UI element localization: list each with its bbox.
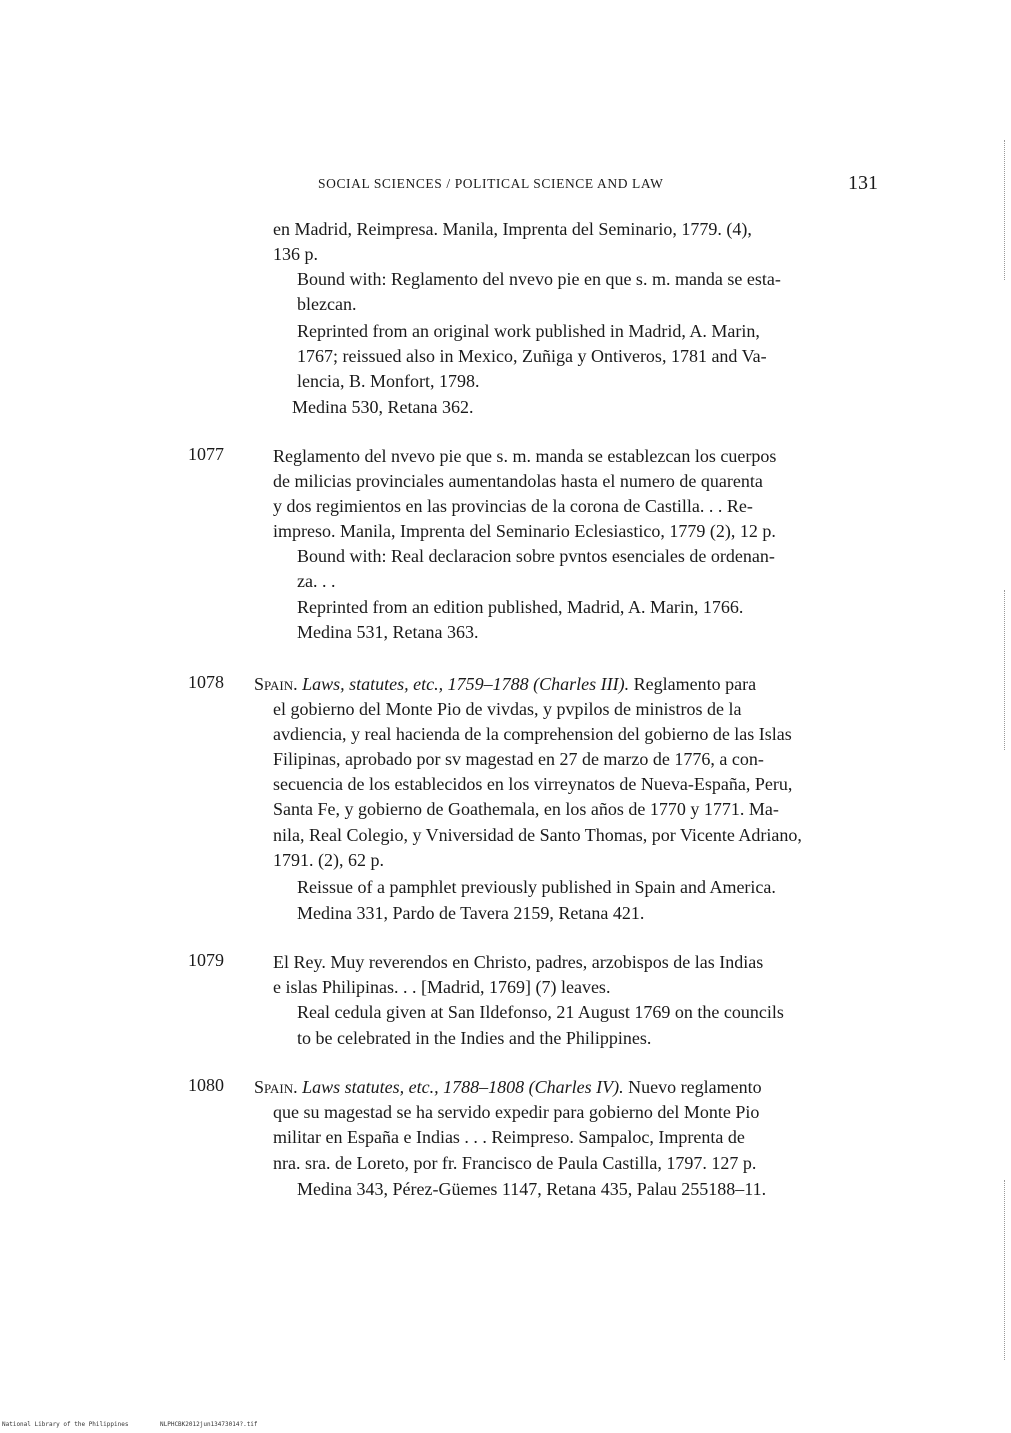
entry-line: Bound with: Real declaracion sobre pvntos esenciales de ordenan- — [297, 546, 775, 566]
entry-line: y dos regimientos en las provincias de la corona de Castilla. . . Re- — [273, 496, 753, 516]
scan-footer-filename: NLPHCBK2012jun13473014?.tif — [160, 1421, 258, 1428]
entry-line: Reprinted from an original work published in Madrid, A. Marin, — [297, 321, 760, 341]
entry-line: Reglamento del nvevo pie que s. m. manda se establezcan los cuerpos — [273, 446, 777, 466]
entry-line: 1767; reissued also in Mexico, Zuñiga y Ontiveros, 1781 and Va- — [297, 346, 767, 366]
entry-line: Medina 343, Pérez-Güemes 1147, Retana 435, Palau 255188–11. — [297, 1179, 767, 1199]
entry-line: za. . . — [297, 571, 336, 591]
entry-number: 1080 — [188, 1075, 224, 1095]
entry-line: Bound with: Reglamento del nvevo pie en que s. m. manda se esta- — [297, 269, 781, 289]
entry-author: Spain. — [254, 1077, 298, 1097]
entry-line: Real cedula given at San Ildefonso, 21 August 1769 on the councils — [297, 1002, 784, 1022]
entry-number: 1079 — [188, 950, 224, 970]
entry-line: Filipinas, aprobado por sv magestad en 27 de marzo de 1776, a con- — [273, 749, 764, 769]
entry-line: secuencia de los establecidos en los virreynatos de Nueva-España, Peru, — [273, 774, 793, 794]
entry-line: el gobierno del Monte Pio de vivdas, y pvpilos de ministros de la — [273, 699, 742, 719]
entry-line: 136 p. — [273, 244, 318, 264]
entry-line: militar en España e Indias . . . Reimpreso. Sampaloc, Imprenta de — [273, 1127, 745, 1147]
entry-line: en Madrid, Reimpresa. Manila, Imprenta del Seminario, 1779. (4), — [273, 219, 752, 239]
entry-line: lencia, B. Monfort, 1798. — [297, 371, 480, 391]
page-number: 131 — [848, 172, 878, 194]
scan-edge-line — [1004, 590, 1005, 750]
entry-line: Medina 331, Pardo de Tavera 2159, Retana 421. — [297, 903, 645, 923]
running-head: SOCIAL SCIENCES / POLITICAL SCIENCE AND LAW — [318, 176, 664, 191]
entry-line: impreso. Manila, Imprenta del Seminario Eclesiastico, 1779 (2), 12 p. — [273, 521, 776, 541]
entry-line: que su magestad se ha servido expedir para gobierno del Monte Pio — [273, 1102, 760, 1122]
entry-line: e islas Philipinas. . . [Madrid, 1769] (7) leaves. — [273, 977, 611, 997]
entry-line: nra. sra. de Loreto, por fr. Francisco de Paula Castilla, 1797. 127 p. — [273, 1153, 757, 1173]
entry-line: Reissue of a pamphlet previously published in Spain and America. — [297, 877, 776, 897]
entry-line: avdiencia, y real hacienda de la comprehension del gobierno de las Islas — [273, 724, 792, 744]
entry-line: nila, Real Colegio, y Vniversidad de Santo Thomas, por Vicente Adriano, — [273, 825, 802, 845]
entry-line: blezcan. — [297, 294, 357, 314]
entry-line: Reprinted from an edition published, Madrid, A. Marin, 1766. — [297, 597, 744, 617]
entry-uniform-title: Laws statutes, etc., 1788–1808 (Charles IV). — [302, 1077, 624, 1097]
entry-uniform-title: Laws, statutes, etc., 1759–1788 (Charles III). — [302, 674, 630, 694]
entry-line: to be celebrated in the Indies and the Philippines. — [297, 1028, 652, 1048]
scan-edge-line — [1004, 140, 1005, 280]
entry-number: 1077 — [188, 444, 224, 464]
scan-edge-line — [1004, 1180, 1005, 1360]
entry-line: 1791. (2), 62 p. — [273, 850, 384, 870]
entry-line: Medina 531, Retana 363. — [297, 622, 479, 642]
entry-line: Medina 530, Retana 362. — [292, 397, 474, 417]
scan-footer-source: National Library of the Philippines — [2, 1421, 129, 1428]
entry-title-start: Nuevo reglamento — [628, 1077, 762, 1097]
entry-title-start: Reglamento para — [633, 674, 757, 694]
entry-heading-line — [254, 1075, 762, 1100]
entry-line: de milicias provinciales aumentandolas hasta el numero de quarenta — [273, 471, 763, 491]
entry-heading-line — [254, 672, 756, 697]
entry-number: 1078 — [188, 672, 224, 692]
entry-line: El Rey. Muy reverendos en Christo, padres, arzobispos de las Indias — [273, 952, 764, 972]
entry-line: Santa Fe, y gobierno de Goathemala, en los años de 1770 y 1771. Ma- — [273, 799, 779, 819]
entry-author: Spain. — [254, 674, 298, 694]
